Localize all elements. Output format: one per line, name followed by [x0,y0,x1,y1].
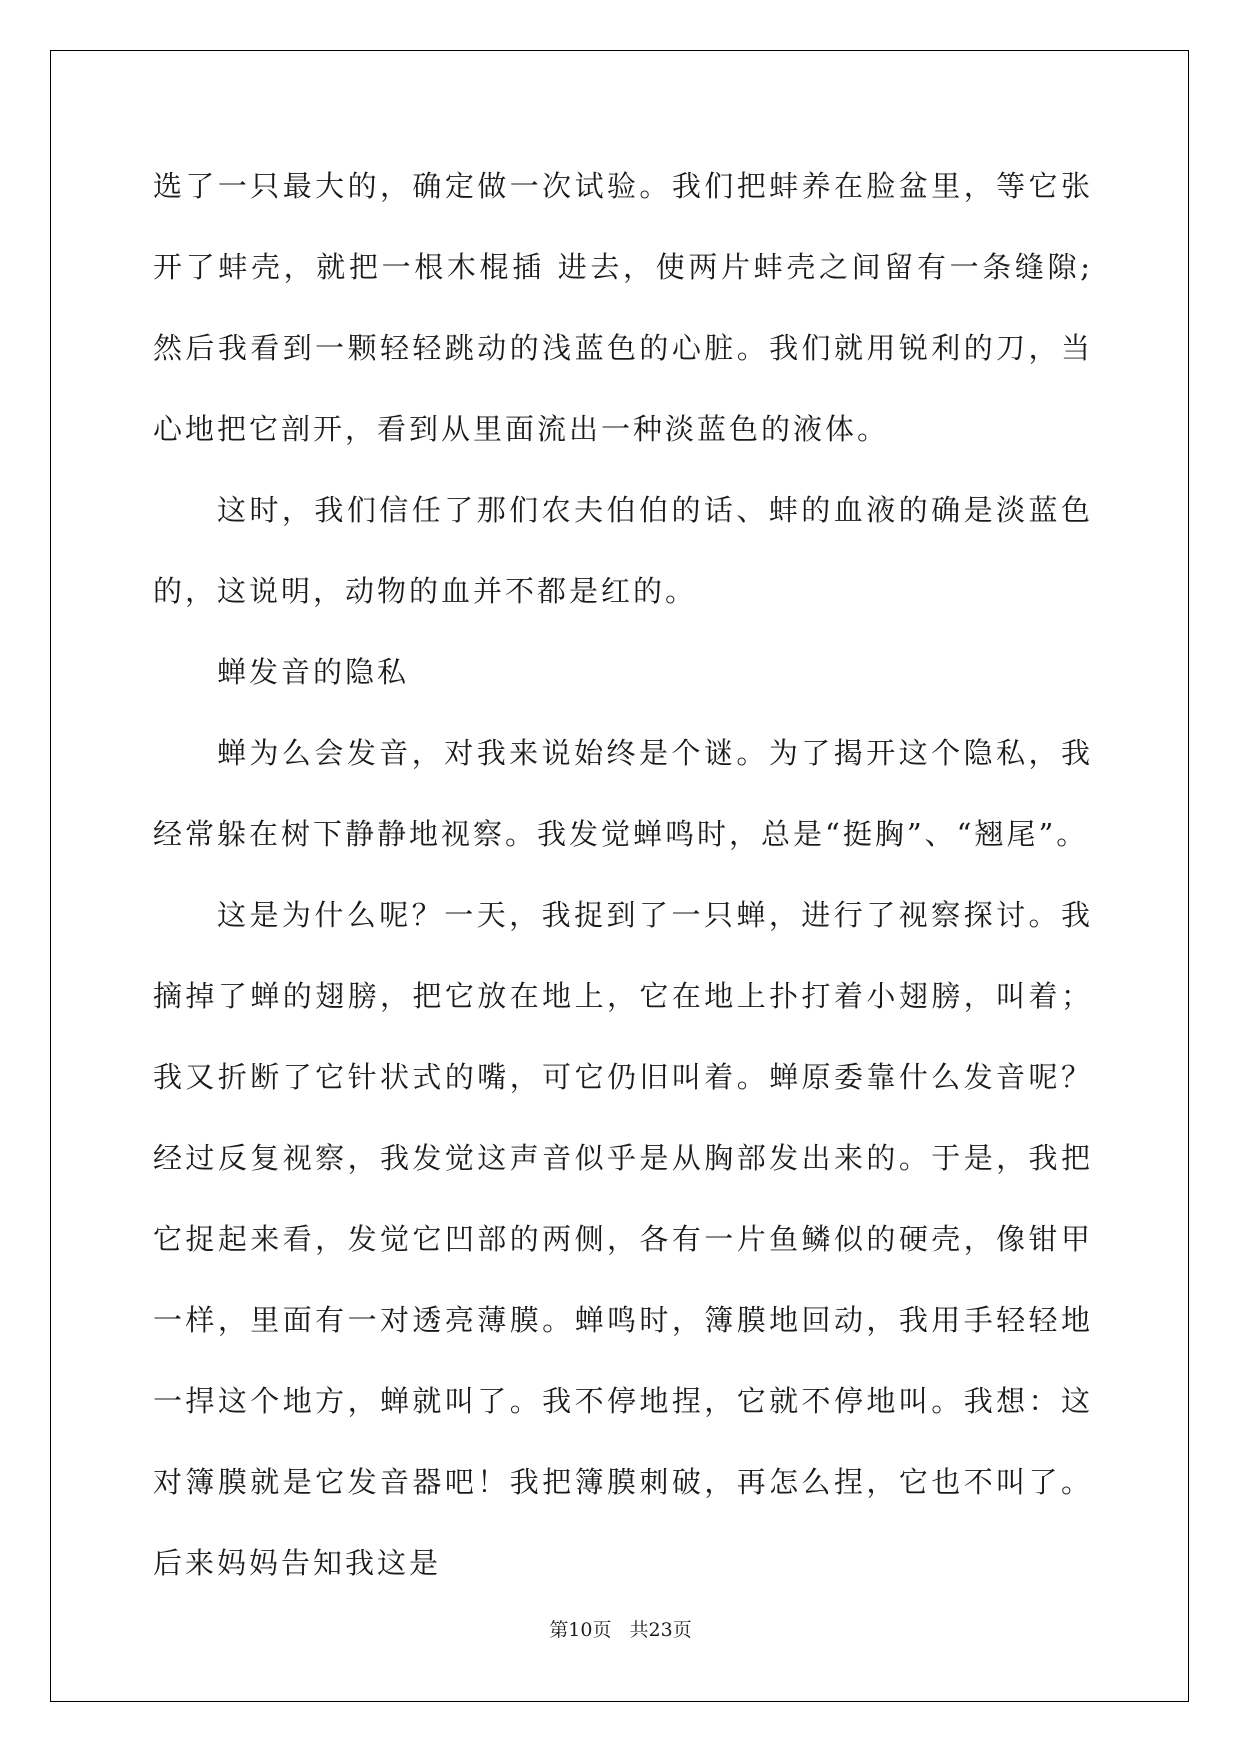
document-body [153,146,1093,1604]
page-number: 第10页 [549,1619,612,1641]
page-footer [0,1615,1241,1642]
paragraph: 蝉为么会发音，对我来说始终是个谜。为了揭开这个隐私，我经常躲在树下静静地视察。我发觉蝉鸣时，总是“挺胸”、“翘尾”。 [153,736,1093,851]
paragraph: 这时，我们信任了那们农夫伯伯的话、蚌的血液的确是淡蓝色的，这说明，动物的血并不都是红的。 [153,493,1093,608]
section-heading: 蝉发音的隐私 [217,655,410,689]
paragraph: 选了一只最大的，确定做一次试验。我们把蚌养在脸盆里，等它张开了蚌壳，就把一根木棍插 进去，使两片蚌壳之间留有一条缝隙;然后我看到一颗轻轻跳动的浅蓝色的心脏。我们就用锐利的刀，当心地把它剖开，看到从里面流出一种淡蓝色的液体。 [153,169,1093,446]
total-pages: 共23页 [629,1619,692,1641]
paragraph: 这是为什么呢？一天，我捉到了一只蝉，进行了视察探讨。我摘掉了蝉的翅膀，把它放在地上，它在地上扑打着小翅膀，叫着；我又折断了它针状式的嘴，可它仍旧叫着。蝉原委靠什么发音呢？经过反复视察，我发觉这声音似乎是从胸部发出来的。于是，我把它捉起来看，发觉它凹部的两侧，各有一片鱼鳞似的硬壳，像钳甲一样，里面有一对透亮薄膜。蝉鸣时，簿膜地回动，我用手轻轻地一捍这个地方，蝉就叫了。我不停地捏，它就不停地叫。我想：这对簿膜就是它发音器吧！我把簿膜刺破，再怎么捏，它也不叫了。后来妈妈告知我这是 [153,898,1093,1580]
